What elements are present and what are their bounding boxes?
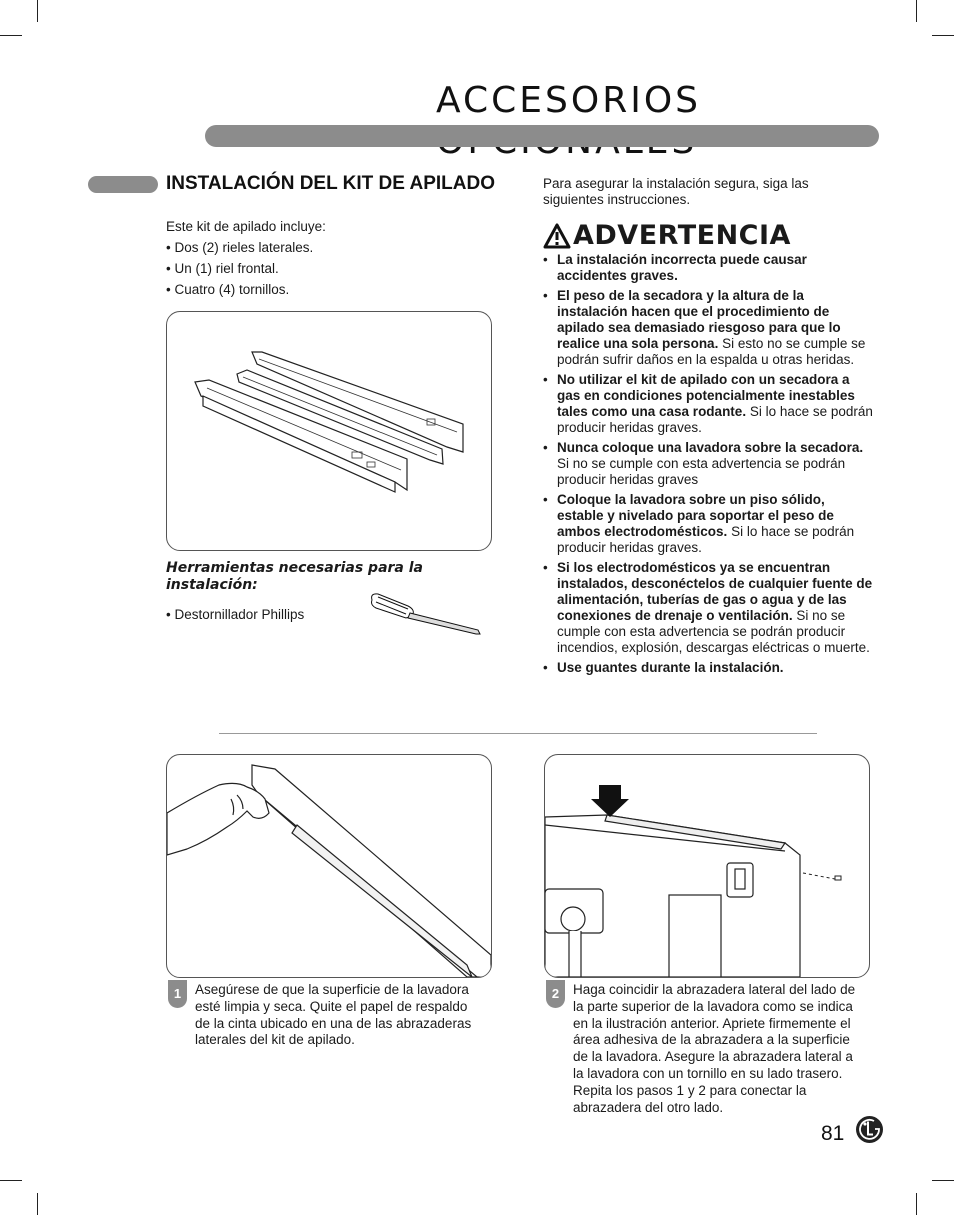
warning-item-text: Si lo hace se podrán producir heridas graves. bbox=[557, 524, 855, 555]
warning-item-text: Si no se cumple con esta advertencia se podrán producir heridas graves bbox=[557, 456, 846, 487]
warning-item bbox=[543, 660, 873, 676]
warning-item-bold: Si los electrodomésticos ya se encuentran instalados, desconéctelos de cualquier fuente de alimentación, tuberías de gas o agua y de las conexiones de drenaje o ventilación. bbox=[557, 560, 873, 623]
warning-item-text: Si lo hace se podrán producir heridas graves. bbox=[557, 404, 873, 435]
crop-mark bbox=[0, 1180, 22, 1181]
bullet: • bbox=[543, 288, 548, 303]
crop-mark bbox=[0, 35, 22, 36]
intro-text: Para asegurar la instalación segura, siga las siguientes instrucciones. bbox=[543, 176, 809, 207]
warning-item-bold: Coloque la lavadora sobre un piso sólido, estable y nivelado para soportar el peso de ambos electrodomésticos. bbox=[557, 492, 834, 539]
crop-mark bbox=[932, 35, 954, 36]
step-2-badge: 2 bbox=[546, 980, 565, 1008]
warning-heading bbox=[543, 220, 791, 251]
bullet: • bbox=[543, 372, 548, 387]
rails-illustration bbox=[167, 312, 491, 550]
page-title: ACCESORIOS bbox=[436, 80, 702, 121]
list-item: • Un (1) riel frontal. bbox=[166, 261, 279, 276]
bullet: • bbox=[543, 560, 548, 575]
kit-intro: Este kit de apilado incluye: bbox=[166, 219, 326, 234]
tools-item: • Destornillador Phillips bbox=[166, 607, 305, 622]
lg-logo-icon bbox=[855, 1115, 884, 1144]
warning-item bbox=[543, 492, 873, 556]
warning-item bbox=[543, 372, 873, 436]
step-1-text: Asegúrese de que la superficie de la lavadora esté limpia y seca. Quite el papel de respaldo de la cinta ubicado en una de las abrazaderas laterales del kit de apilado. bbox=[195, 982, 472, 1048]
bullet: • bbox=[543, 660, 548, 675]
rail-hand-illustration bbox=[167, 755, 491, 977]
crop-mark bbox=[916, 1193, 917, 1215]
warning-item-bold: Use guantes durante la instalación. bbox=[557, 660, 784, 675]
warning-item-text: Si no se cumple con esta advertencia se podrán producir incendios, explosión, descargas eléctricas o muerte. bbox=[557, 608, 870, 655]
step-2-text: Haga coincidir la abrazadera lateral del lado de la parte superior de la lavadora como se indica en la ilustración anterior. Apriete firmemente el área adhesiva de la abrazadera a la superficie de la lavadora. Asegure la abrazadera lateral a la lavadora con un tornillo en su lado trasero. Repita los pasos 1 y 2 para conectar la abrazadera del otro lado. bbox=[573, 982, 856, 1115]
crop-mark bbox=[37, 1193, 38, 1215]
bullet: • bbox=[543, 492, 548, 507]
warning-list bbox=[543, 252, 873, 680]
step-1-badge: 1 bbox=[168, 980, 187, 1008]
warning-item-text: Si esto no se cumple se podrán sufrir daños en la espalda u otras heridas. bbox=[557, 336, 866, 367]
washer-top-illustration bbox=[545, 755, 869, 977]
tools-title: Herramientas necesarias para la instalación: bbox=[166, 560, 423, 593]
warning-item-bold: La instalación incorrecta puede causar accidentes graves. bbox=[557, 252, 807, 283]
warning-title: ADVERTENCIA bbox=[573, 220, 791, 251]
warning-item-bold: No utilizar el kit de apilado con un secadora a gas en condiciones potencialmente inestables tales como una casa rodante. bbox=[557, 372, 855, 419]
crop-mark bbox=[37, 0, 38, 22]
step-1-illustration bbox=[166, 754, 492, 978]
warning-icon bbox=[543, 223, 571, 249]
crop-mark bbox=[932, 1180, 954, 1181]
bullet: • bbox=[543, 252, 548, 267]
warning-item bbox=[543, 252, 873, 284]
warning-item-bold: Nunca coloque una lavadora sobre la secadora. bbox=[557, 440, 864, 455]
title-bar bbox=[205, 125, 879, 147]
warning-item bbox=[543, 560, 873, 656]
bullet: • bbox=[543, 440, 548, 455]
screwdriver-icon bbox=[368, 590, 488, 638]
crop-mark bbox=[916, 0, 917, 22]
list-item: • Dos (2) rieles laterales. bbox=[166, 240, 314, 255]
warning-item-bold: El peso de la secadora y la altura de la instalación hacen que el procedimiento de apilado sea demasiado riesgoso para que lo realice una sola persona. bbox=[557, 288, 841, 351]
divider bbox=[219, 733, 817, 734]
step-2-illustration bbox=[544, 754, 870, 978]
kit-items bbox=[166, 237, 313, 300]
kit-illustration bbox=[166, 311, 492, 551]
warning-item bbox=[543, 288, 873, 368]
section-pill bbox=[88, 176, 158, 193]
page-number: 81 bbox=[821, 1122, 845, 1145]
section-title: INSTALACIÓN DEL KIT DE APILADO bbox=[166, 173, 495, 194]
warning-item bbox=[543, 440, 873, 488]
list-item: • Cuatro (4) tornillos. bbox=[166, 282, 290, 297]
